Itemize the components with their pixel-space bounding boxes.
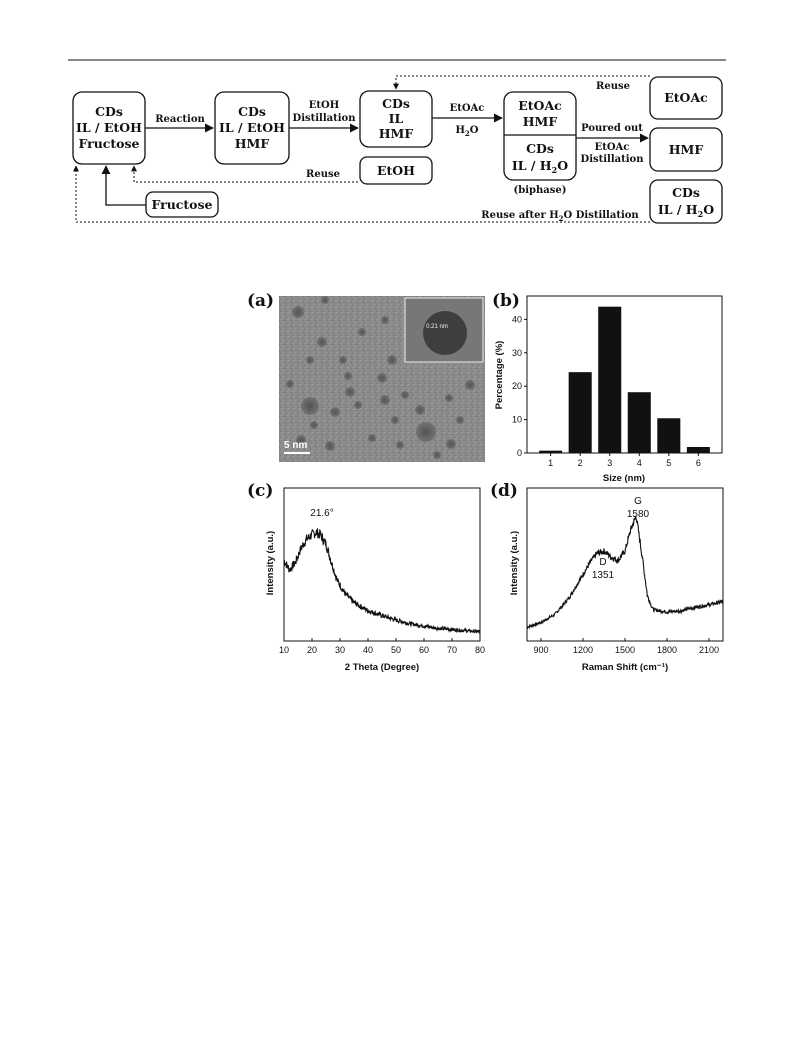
box4-top-line1: EtOAc [518, 98, 562, 113]
d-peak-d-name: D [599, 557, 607, 568]
scale-bar-label: 5 nm [284, 440, 308, 451]
bar-size-5 [657, 418, 680, 453]
box3-line2: IL [388, 111, 404, 126]
bar-size-2 [569, 372, 592, 453]
label-h2o: $H_2O$ [455, 125, 479, 138]
nanoparticle [306, 356, 314, 364]
nanoparticle [317, 337, 327, 347]
bar-size-3 [598, 307, 621, 453]
b-y-tick-label: 40 [511, 314, 522, 325]
box4-bottom-line2: IL / $H_2O$ [511, 158, 569, 175]
b-y-tick-label: 0 [516, 448, 522, 458]
c-y-axis-label: Intensity (a.u.) [265, 530, 276, 596]
label-distillation-2: Distillation [580, 154, 644, 165]
box4-top-line2: HMF [522, 114, 558, 129]
panel-d [490, 481, 723, 673]
nanoparticle [301, 397, 319, 415]
b-x-tick-label: 5 [666, 458, 672, 468]
box-cds-out-line1: CDs [672, 185, 700, 200]
nanoparticle [377, 373, 387, 383]
d-x-tick-label: 1200 [572, 645, 594, 655]
plot-b-frame [527, 296, 722, 453]
c-spectrum-line [284, 528, 480, 633]
b-y-tick-label: 20 [511, 381, 522, 392]
c-x-tick-label: 20 [306, 645, 318, 655]
d-peak-g-value: 1580 [626, 509, 650, 520]
b-x-axis-label: Size (nm) [602, 473, 646, 484]
label-poured-out: Poured out [581, 123, 643, 134]
bar-size-6 [687, 447, 710, 453]
inset-particle [423, 311, 467, 355]
c-x-tick-label: 10 [278, 645, 290, 655]
nanoparticle [416, 422, 436, 442]
nanoparticle [391, 416, 399, 424]
panel-b [492, 291, 722, 484]
d-x-tick-label: 2100 [698, 645, 720, 655]
nanoparticle [344, 372, 352, 380]
panel-a [247, 291, 485, 462]
nanoparticle [321, 296, 329, 304]
nanoparticle [401, 391, 409, 399]
nanoparticle [292, 306, 304, 318]
bar-size-1 [539, 451, 562, 453]
label-etoh: EtOH [308, 100, 340, 111]
d-x-tick-label: 1500 [614, 645, 636, 655]
panel-c [247, 481, 485, 673]
inset-lattice-label: 0.21 nm [426, 324, 448, 330]
c-x-tick-label: 40 [362, 645, 374, 655]
nanoparticle [396, 441, 404, 449]
nanoparticle [354, 401, 362, 409]
b-x-tick-label: 2 [577, 458, 583, 468]
b-y-tick-label: 10 [511, 414, 522, 425]
label-reuse-top: Reuse [596, 81, 630, 92]
label-etoac: EtOAc [449, 103, 485, 114]
nanoparticle [456, 416, 464, 424]
box4-bottom-line1: CDs [526, 141, 554, 156]
box2-line3: HMF [234, 136, 270, 151]
c-x-tick-label: 60 [418, 645, 430, 655]
b-x-tick-label: 3 [607, 458, 613, 468]
nanoparticle [310, 421, 318, 429]
label-etoac-2: EtOAc [594, 142, 630, 153]
b-x-tick-label: 6 [695, 458, 701, 468]
box2-line1: CDs [238, 104, 266, 119]
bar-size-4 [628, 392, 651, 453]
d-peak-g-name: G [634, 496, 642, 507]
d-x-tick-label: 1800 [656, 645, 678, 655]
nanoparticle [446, 439, 456, 449]
panel-c-letter: (c) [247, 481, 274, 501]
box1-line1: CDs [95, 104, 123, 119]
label-distillation: Distillation [292, 113, 356, 124]
label-reaction: Reaction [155, 114, 205, 125]
scale-bar [284, 452, 310, 454]
nanoparticle [325, 441, 335, 451]
c-x-tick-label: 30 [334, 645, 346, 655]
label-reuse-mid: Reuse [306, 169, 340, 180]
box-etoh-text: EtOH [376, 163, 416, 178]
nanoparticle [465, 380, 475, 390]
c-peak-label: 21.6° [310, 508, 334, 519]
nanoparticle [415, 405, 425, 415]
box1-line2: IL / EtOH [76, 120, 142, 135]
process-scheme [73, 76, 722, 223]
d-y-axis-label: Intensity (a.u.) [509, 530, 520, 596]
nanoparticle [387, 355, 397, 365]
box2-line2: IL / EtOH [219, 120, 285, 135]
panel-d-letter: (d) [490, 481, 518, 501]
panel-b-letter: (b) [492, 291, 520, 311]
d-x-tick-label: 900 [533, 645, 549, 655]
plot-d-frame [527, 488, 723, 641]
nanoparticle [445, 394, 453, 402]
nanoparticle [358, 328, 366, 336]
d-peak-d-value: 1351 [591, 570, 615, 581]
arrow-fructose-feed [106, 166, 146, 205]
box1-line3: Fructose [78, 136, 140, 151]
b-y-tick-label: 30 [511, 347, 522, 358]
nanoparticle [339, 356, 347, 364]
box3-line1: CDs [382, 96, 410, 111]
c-x-tick-label: 70 [446, 645, 458, 655]
box-hmf-out-text: HMF [668, 142, 704, 157]
b-x-tick-label: 1 [548, 458, 554, 468]
d-x-axis-label: Raman Shift (cm⁻¹) [581, 662, 669, 673]
nanoparticle [330, 407, 340, 417]
nanoparticle [286, 380, 294, 388]
label-biphase: (biphase) [513, 185, 567, 196]
d-spectrum-line [527, 517, 723, 628]
b-y-axis-label: Percentage (%) [494, 340, 505, 410]
c-x-tick-label: 80 [474, 645, 486, 655]
label-reuse-bottom: Reuse after $H_2O$ Distillation [481, 210, 639, 223]
box-etoac-out-text: EtOAc [664, 90, 708, 105]
nanoparticle [368, 434, 376, 442]
nanoparticle [345, 387, 355, 397]
nanoparticle [380, 395, 390, 405]
c-x-tick-label: 50 [390, 645, 402, 655]
box3-line3: HMF [378, 126, 414, 141]
panel-a-letter: (a) [247, 291, 275, 311]
nanoparticle [433, 451, 441, 459]
nanoparticle [381, 316, 389, 324]
b-x-tick-label: 4 [636, 458, 642, 468]
c-x-axis-label: 2 Theta (Degree) [344, 662, 420, 673]
box-cds-out-line2: IL / $H_2O$ [657, 202, 715, 219]
box-fructose-text: Fructose [151, 197, 213, 212]
